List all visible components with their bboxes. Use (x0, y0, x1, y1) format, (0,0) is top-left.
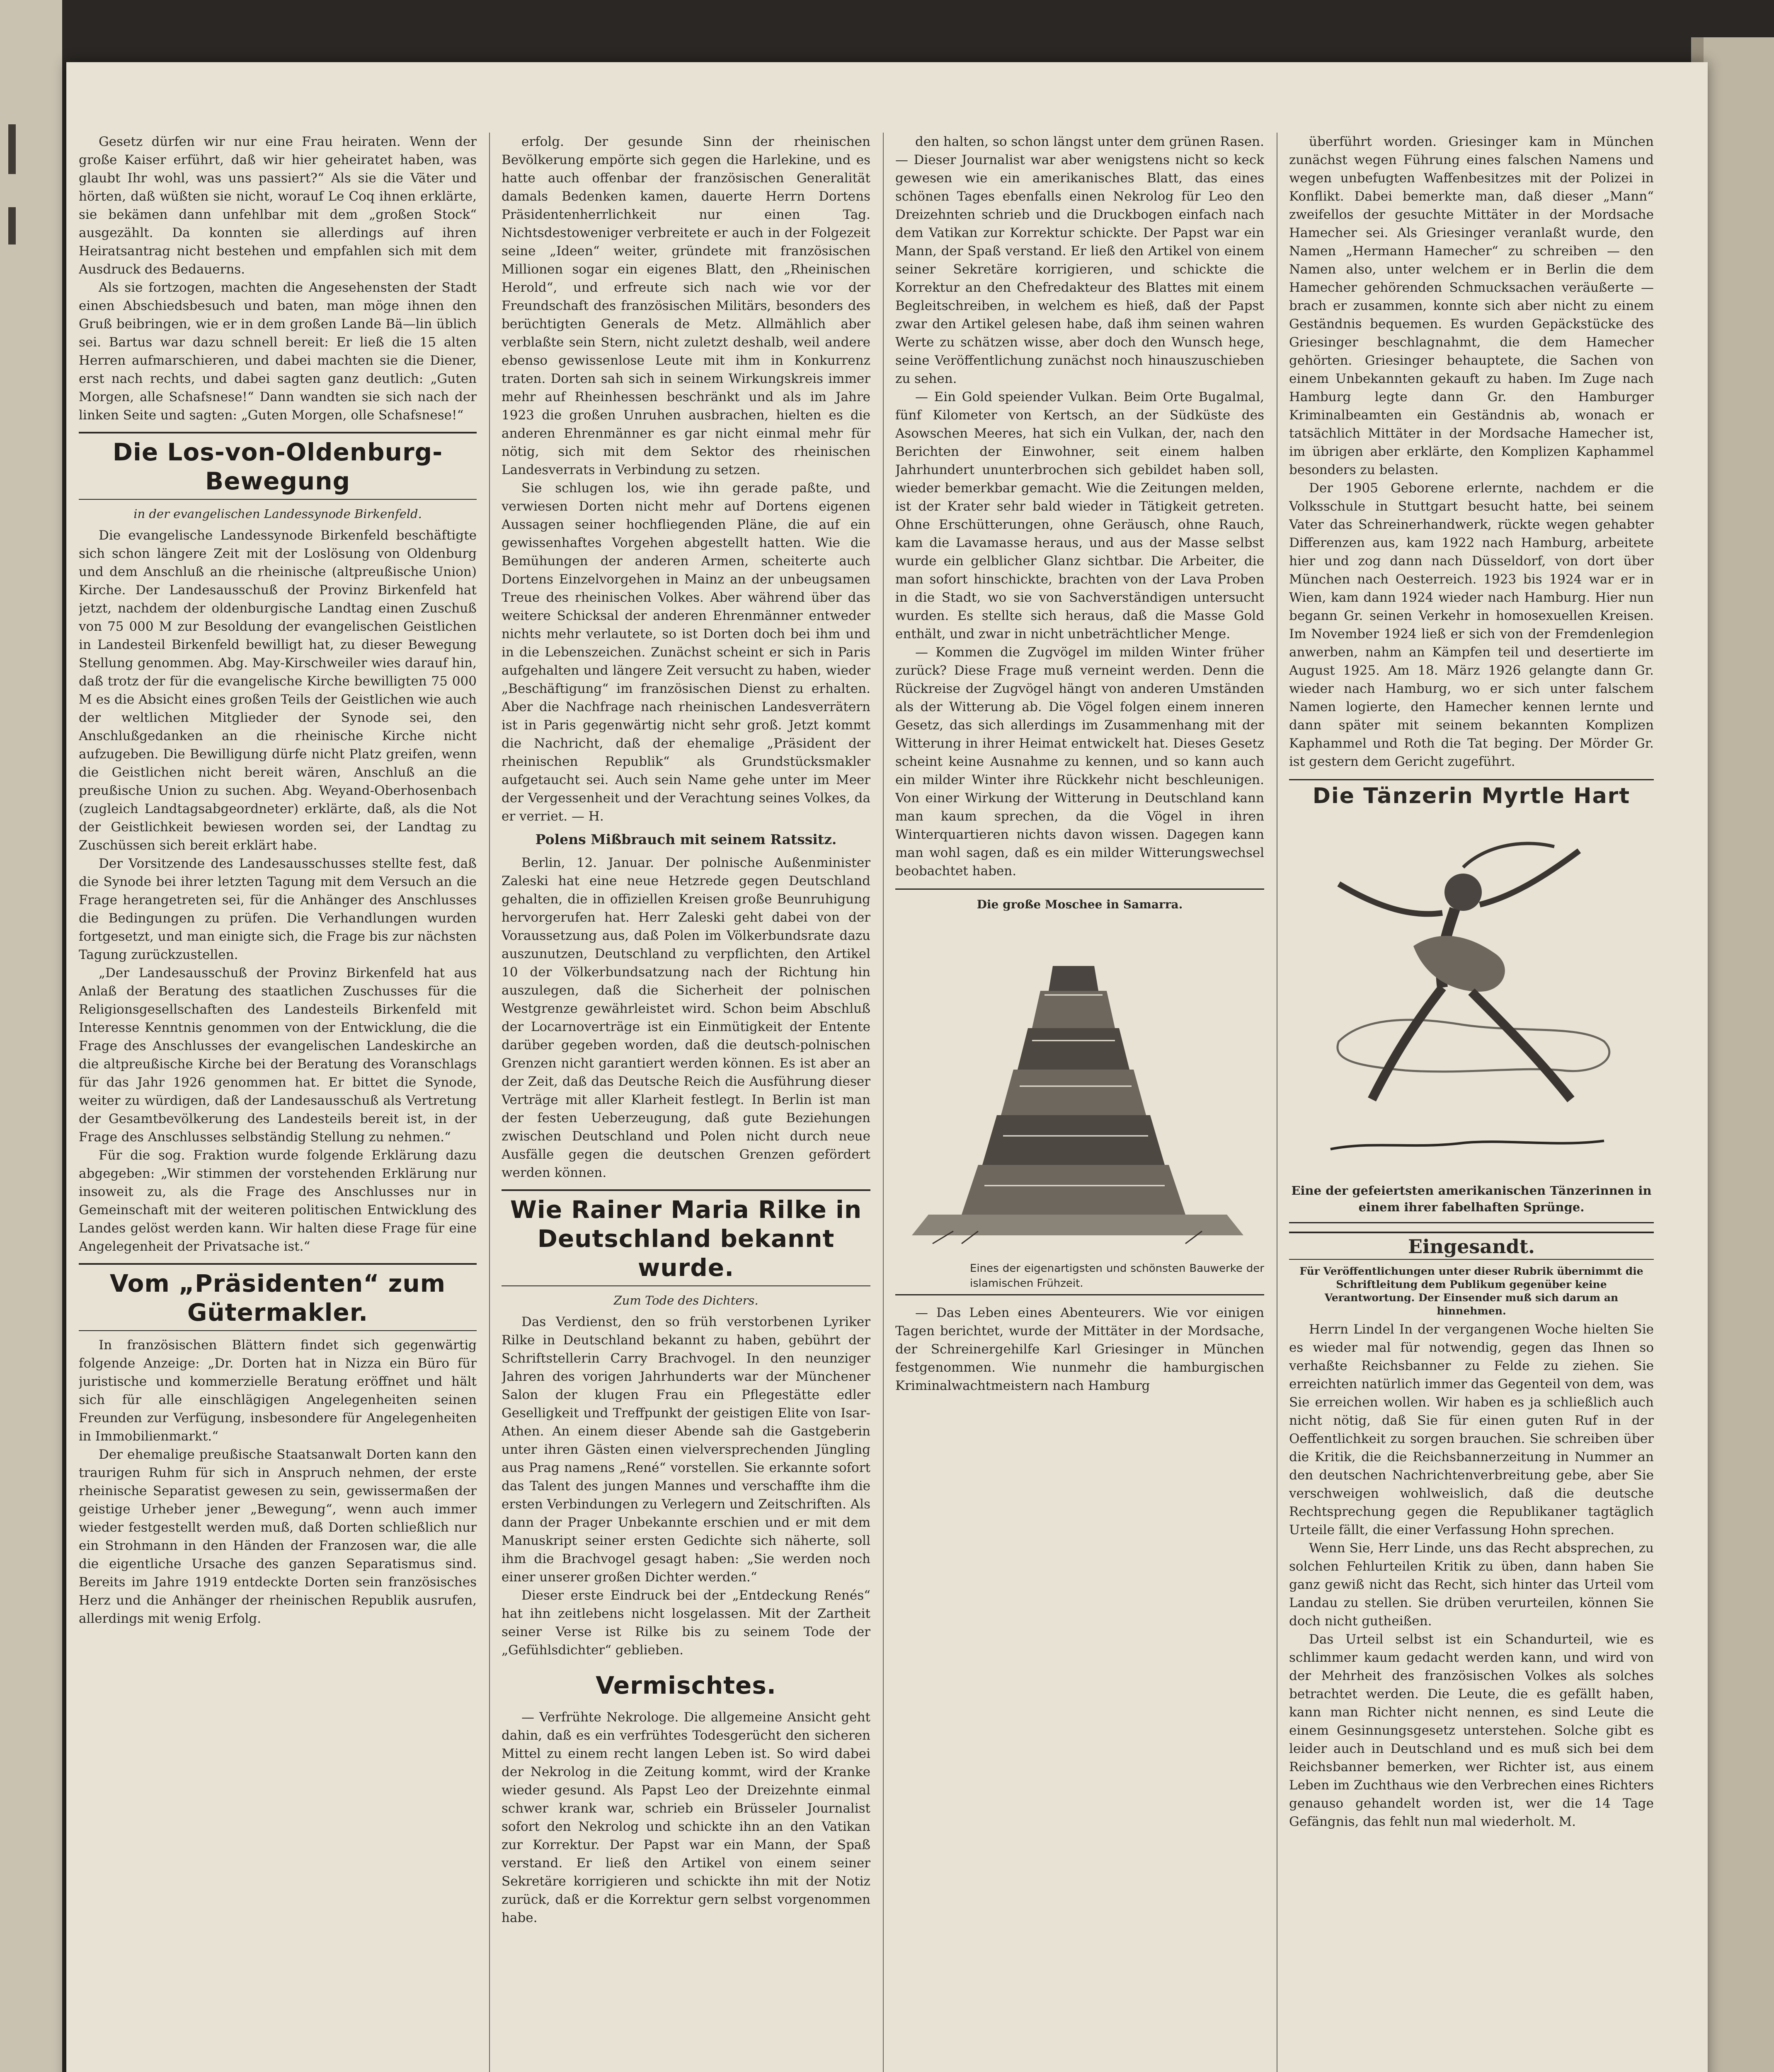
paragraph: Das Verdienst, den so früh verstorbenen Lyriker Rilke in Deutschland bekannt zu haben, gebührt der Schriftstellerin Carry Brachvogel. In den neunziger Jahren des vorigen Jahrhunderts war der Münchener Salon der klugen Frau ein Pflegestätte edler Geselligkeit und Treffpunkt der geistigen Elite von Isar-Athen. An einem dieser Abende sah die Gastgeberin unter ihren Gästen einen vielversprechenden Jüngling aus Prag namens „René“ vorstellen. Sie erkannte sofort das Talent des jungen Mannes und verschaffte ihm die ersten Verbindungen zu Verlegern und Zeitschriften. Als dann der Prager Unbekannte erschien und er mit dem Manuskript seiner ersten Gedichte sich näherte, soll ihm die Brachvogel gesagt haben: „Sie werden noch einer unserer großen Dichter werden.“ (502, 1314, 870, 1585)
dancer-illustration (1289, 809, 1654, 1174)
figure-caption: Eines der eigenartigsten und schönsten Bauwerke der islamischen Frühzeit. (970, 1262, 1264, 1290)
paragraph: — Ein Gold speiender Vulkan. Beim Orte Bugalmal, fünf Kilometer von Kertsch, an der Südküste des Asowschen Meeres, hat sich ein Vulkan, der, nach den Berichten der Einwohner, seit einem halben Jahrhundert ununterbrochen sich gebildet haben soll, wieder bemerkbar gemacht. Wie die Zeitungen melden, ist der Krater sehr bald wieder in Tätigkeit getreten. Ohne Erschütterungen, ohne Geräusch, ohne Rauch, kam die Lavamasse heraus, und aus der Masse selbst wurde ein gelblicher Glanz sichtbar. Die Arbeiter, die man sofort hinschickte, brachten von der Lava Proben in die Stadt, wo sie von Sachverständigen untersucht wurden. Es stellte sich heraus, daß die Masse Gold enthält, und zwar in nicht unbeträchtlicher Menge. (895, 390, 1264, 641)
mosque-illustration (895, 916, 1264, 1256)
headline: Die Los-von-Oldenburg-Bewegung (112, 438, 443, 495)
paragraph: Sie schlugen los, wie ihn gerade paßte, und verwiesen Dorten nicht mehr auf Dortens eigenen Aussagen seiner hochfliegenden Pläne, die auf ein gewissenhaftes Vorgehen abgestellt hatten. Wie die Bemühungen der anderen Armen, scheiterte auch Dortens Einzelvorgehen in Mainz an der unbeugsamen Treue des rheinischen Volkes. Aber während über das weitere Schicksal der anderen Ehrenmänner entweder nichts mehr verlautete, so ist Dorten doch bei ihm und in die Lebenszeichen. Zunächst scheint er sich in Paris aufgehalten und längere Zeit versucht zu haben, wieder „Beschäftigung“ im französischen Dienst zu erhalten. Aber die Nachfrage nach rheinischen Landesverrätern ist in Paris gegenwärtig nicht sehr groß. Jetzt kommt die Nachricht, daß der ehemalige „Präsident der rheinischen Republik“ als Grundstücksmakler aufgetaucht sei. Auch sein Name gehe unter im Meer der Vergessenheit und der Verachtung seines Volkes, da er verriet. — H. (502, 481, 870, 824)
paragraph: „Der Landesausschuß der Provinz Birkenfeld hat aus Anlaß der Beratung des staatlichen Zuschusses für die Religionsgesellschaften des Landesteils Birkenfeld mit Interesse Kenntnis genommen von der Entwicklung, die die Frage des Anschlusses der evangelischen Landeskirche an die altpreußische Kirche bei der Beratung des Voranschlags für das Jahr 1926 genommen hat. Er bittet die Synode, weiter zu würdigen, daß der Landesausschuß als Vertretung der Gesamtbevölkerung des Landesteils bereit ist, in der Frage des Anschlusses selbständig Stellung zu nehmen.“ (79, 966, 477, 1145)
paragraph: Herrn Lindel In der vergangenen Woche hielten Sie es wieder mal für notwendig, gegen das Ihnen so verhaßte Reichsbanner zu Felde zu ziehen. Sie erreichten natürlich immer das Gegenteil von dem, was Sie erreichen wollen. Wir haben es ja schließlich auch nicht nötig, daß Sie für einen guten Ruf in der Oeffentlichkeit zu sorgen brauchen. Sie schreiben über die Kritik, die die Reichsbannerzeitung in Nummer an den deutschen Nachrichtenverbreitung gebe, aber Sie verschweigen wohlweislich, daß die deutsche Rechtsprechung gegen die Republikaner tagtäglich Urteile fällt, die einer Verfassung Hohn sprechen. (1289, 1322, 1654, 1537)
subheadline: Zum Tode des Dichters. (613, 1293, 759, 1307)
column-4 (1289, 133, 1654, 2072)
figure-caption: Eine der gefeiertsten amerikanischen Tänzerinnen in einem ihrer fabelhaften Sprünge. (1291, 1184, 1652, 1214)
column-1 (79, 133, 477, 2072)
paragraph: Der 1905 Geborene erlernte, nachdem er die Volksschule in Stuttgart besucht hatte, bei seinem Vater das Schreinerhandwerk, rückte wegen gehabter Differenzen aus, kam 1922 nach Hamburg, arbeitete hier und zog dann nach Düsseldorf, von dort über München nach Oesterreich. 1923 bis 1924 war er in Wien, kam dann 1924 wieder nach Hamburg. Hier nun begann Gr. seinen Verkehr in homosexuellen Kreisen. Im November 1924 ließ er sich von der Fremdenlegion anwerben, nahm an Kämpfen teil und desertierte im August 1925. Am 18. März 1926 gelangte dann Gr. wieder nach Hamburg, wo er sich unter falschem Namen logierte, den Hamecher kennen lernte und dann später mit seinem bekannten Komplizen Kaphammel und Roth die Tat beging. Der Mörder Gr. ist gestern dem Gericht zugeführt. (1289, 481, 1654, 769)
column-2 (502, 133, 870, 2072)
paragraph: Berlin, 12. Januar. Der polnische Außenminister Zaleski hat eine neue Hetzrede gegen Deutschland gehalten, die in offiziellen Kreisen große Beunruhigung hervorgerufen hat. Herr Zaleski geht dabei von der Voraussetzung aus, daß Polen im Völkerbundsrate dazu auszunutzen, Deutschland zu verpflichten, den Artikel 10 der Völkerbundsatzung nach der Richtung hin auszulegen, daß die Sicherheit der polnischen Westgrenze gewährleistet wird. Schon beim Abschluß der Locarnoverträge ist ein Einmütigkeit der Entente darüber gegeben worden, daß die deutsch-polnischen Grenzen nicht garantiert werden können. Es ist aber an der Zeit, daß das Deutsche Reich die Ausführung dieser Verträge mit aller Klarheit festlegt. In Berlin ist man der festen Ueberzeugung, daß gute Beziehungen zwischen Deutschland und Polen nicht durch neue Ausfälle gegen die deutschen Grenzen gefördert werden können. (502, 855, 870, 1180)
figure-title: Die große Moschee in Samarra. (977, 898, 1183, 911)
column-rule (489, 133, 490, 2072)
headline: Polens Mißbrauch mit seinem Ratssitz. (535, 831, 837, 847)
paragraph: Als sie fortzogen, machten die Angesehensten der Stadt einen Abschiedsbesuch und baten, man möge ihnen den Gruß beibringen, wie er in dem großen Lande Bä—lin üblich sei. Bartus war dazu schnell bereit: Er ließ die 15 alten Herren aufmarschieren, und dabei machten sie die Diener, erst nach rechts, und dabei sagten ganz deutlich: „Guten Morgen, alle Schafsnese!“ Dann wandten sie sich nach der linken Seite und sagten: „Guten Morgen, olle Schafsnese!“ (79, 280, 477, 423)
headline: Wie Rainer Maria Rilke in Deutschland bekannt wurde. (510, 1196, 862, 1282)
headline: Vermischtes. (596, 1671, 776, 1699)
paragraph: Für die sog. Fraktion wurde folgende Erklärung dazu abgegeben: „Wir stimmen der vorstehenden Erklärung nur insoweit zu, als die Frage des Anschlusses nur in Gemeinschaft mit der weiteren politischen Entwicklung des Landes gelöst werden kann. Wir halten diese Frage für eine Angelegenheit der Privatsache ist.“ (79, 1148, 477, 1254)
disclaimer-note: Für Veröffentlichungen unter dieser Rubrik übernimmt die Schriftleitung dem Publikum gegenüber keine Verantwortung. Der Einsender muß sich darum an hinnehmen. (1299, 1265, 1643, 1317)
figure-title: Die Tänzerin Myrtle Hart (1312, 784, 1631, 808)
newspaper-page (66, 62, 1708, 2072)
column-rule (883, 133, 884, 2072)
paragraph: In französischen Blättern findet sich gegenwärtig folgende Anzeige: „Dr. Dorten hat in Nizza ein Büro für juristische und kommerzielle Beratung eröffnet und hält sich für alle einschlägigen Angelegenheiten seinen Freunden zur Verfügung, insbesondere für Angelegenheiten in Immobilienmarkt.“ (79, 1338, 477, 1444)
paragraph: Die evangelische Landessynode Birkenfeld beschäftigte sich schon längere Zeit mit der Loslösung von Oldenburg und dem Anschluß an die rheinische (altpreußische Union) Kirche. Der Landesausschuß der Provinz Birkenfeld hat jetzt, nachdem der oldenburgische Landtag einen Zuschuß von 75 000 M zur Besoldung der evangelischen Geistlichen in Landesteil Birkenfeld bewilligt hat, zu dieser Bewegung Stellung genommen. Abg. May-Kirschweiler wies darauf hin, daß trotz der für die evangelische Kirche bewilligten 75 000 M es die Absicht eines großen Teils der Geistlichen wie auch der weltlichen Mitglieder der Synode sei, den Anschlußgedanken an die rheinische Kirche nicht aufzugeben. Die Bewilligung dürfe nicht Platz greifen, wenn die Geistlichen nicht bereit wären, Anschluß an die preußische Union zu suchen. Abg. Weyand-Oberhosenbach (zugleich Landtagsabgeordneter) erklärte, daß, als die Not der Geistlichkeit bewiesen worden sei, der Landtag zu Zuschüssen sich bereit erklärt habe. (79, 528, 477, 853)
headline-box (79, 432, 477, 500)
headline: Vom „Präsidenten“ zum Gütermakler. (109, 1269, 446, 1326)
paragraph: Dieser erste Eindruck bei der „Entdeckung Renés“ hat ihn zeitlebens nicht losgelassen. Mit der Zartheit seiner Verse ist Rilke bis zu seinem Tode der „Gefühlsdichter“ geblieben. (502, 1588, 870, 1658)
paragraph: Der ehemalige preußische Staatsanwalt Dorten kann den traurigen Ruhm für sich in Anspruch nehmen, der erste rheinische Separatist gewesen zu sein, gewissermaßen der geistige Urheber jener „Bewegung“, wenn auch immer wieder festgestellt werden muß, daß Dorten schließlich nur ein Strohmann in den Händen der Franzosen war, die alle die eigentliche Ursache des ganzen Separatismus sind. Bereits im Jahre 1919 entdeckte Dorten sein französisches Herz und die Anhänger der rheinischen Republik ausrufen, allerdings mit wenig Erfolg. (79, 1447, 477, 1626)
column-3 (895, 133, 1264, 2072)
paragraph: Das Urteil selbst ist ein Schandurteil, wie es schlimmer kaum gedacht werden kann, und wird von der Mehrheit des französischen Volkes als solches betrachtet werden. Die Leute, die es gefällt haben, kann man Richter nicht nennen, es sind Leute die einem Gesinnungsgesetz unterstehen. Solche gibt es leider auch in Deutschland und es muß sich bei dem Reichsbanner bemerken, wer Richter ist, aus einem Leben im Zuchthaus wie den Verbrechen eines Richters genauso gehandelt worden ist, wer die 14 Tage Gefängnis, das fehlt nun mal wiederholt. M. (1289, 1632, 1654, 1829)
headline: Eingesandt. (1408, 1235, 1535, 1258)
figure-myrtle (1289, 779, 1654, 1223)
paragraph: Der Vorsitzende des Landesausschusses stellte fest, daß die Synode bei ihrer letzten Tagung mit dem Versuch an die Frage herangetreten sei, für die Anhänger des Anschlusses die Bedingungen zu prüfen. Die Verhandlungen wurden fortgesetzt, und man einigte sich, die Frage bis zur nächsten Tagung zurückzustellen. (79, 856, 477, 962)
paragraph: — Verfrühte Nekrologe. Die allgemeine Ansicht geht dahin, daß es ein verfrühtes Todesgerücht den sicheren Mittel zu einem recht langen Leben ist. So wird dabei der Nekrolog in die Zeitung kommt, wird der Kranke wieder gesund. Als Papst Leo der Dreizehnte einmal schwer krank war, schrieb ein Brüsseler Journalist sofort den Nekrolog und schickte ihn an den Vatikan zur Korrektur. Der Papst war ein Mann, der Spaß verstand. Er ließ den Artikel von einem seiner Sekretäre korrigieren und schickte ihn mit der Notiz zurück, daß er die Korrektur gern selbst vorgenommen habe. (502, 1710, 870, 1925)
figure-moschee (895, 888, 1264, 1295)
paragraph: — Kommen die Zugvögel im milden Winter früher zurück? Diese Frage muß verneint werden. Denn die Rückreise der Zugvögel hängt von anderen Umständen als der Witterung ab. Die Vögel folgen einem inneren Gesetz, das sich allerdings im Zusammenhang mit der Witterung in ihrer Heimat entwickelt hat. Dieses Gesetz scheint keine Ausnahme zu kennen, und so kann auch ein milder Winter ihre Rückkehr nicht beschleunigen. Von einer Wirkung der Witterung in Deutschland kann man kaum sprechen, da die Vögel in ihren Winterquartieren nichts davon wissen. Dagegen kann man wohl sagen, daß es ein milder Witterungswechsel beobachtet haben. (895, 645, 1264, 879)
paragraph: Gesetz dürfen wir nur eine Frau heiraten. Wenn der große Kaiser erführt, daß wir hier geheiratet haben, was glaubt Ihr wohl, was uns passiert?“ Als sie die Väter und hörten, daß wüßten sie nicht, worauf Le Coq ihnen erklärte, sie bekämen dann unfehlbar mit dem „großen Stock“ ausgezählt. Da konnten sie allerdings auf ihren Heiratsantrag nicht bestehen und empfahlen sich mit dem Ausdruck des Bedauerns. (79, 134, 477, 277)
headline-box (502, 1189, 870, 1286)
paragraph: — Das Leben eines Abenteurers. Wie vor einigen Tagen berichtet, wurde der Mittäter in der Mordsache, der Schreinergehilfe Karl Griesinger in München festgenommen. Wie nunmehr die hamburgischen Kriminalwachtmeistern nach Hamburg (895, 1305, 1264, 1393)
paragraph: den halten, so schon längst unter dem grünen Rasen. — Dieser Journalist war aber wenigstens nicht so keck gewesen wie ein amerikanisches Blatt, das eines schönen Tages ebenfalls einen Nekrolog für Leo den Dreizehnten schrieb und die Druckbogen einfach nach dem Vatikan zur Korrektur schickte. Der Papst war ein Mann, der Spaß verstand. Er ließ den Artikel von einem seiner Sekretäre korrigieren, und schickte die Korrektur an den Chefredakteur des Blattes mit einem Begleitschreiben, in welchem es hieß, daß der Papst zwar den Artikel gelesen habe, daß ihm seinen wahren Werte zu schätzen wisse, aber doch den Wunsch hege, seine Veröffentlichung zunächst noch hinauszuschieben zu sehen. (895, 134, 1264, 386)
headline-box (502, 1667, 870, 1703)
headline-box (1289, 1232, 1654, 1260)
paragraph: überführt worden. Griesinger kam in München zunächst wegen Führung eines falschen Namens und wegen unbefugten Waffenbesitzes mit der Polizei in Konflikt. Dabei bemerkte man, daß dieser „Mann“ zweifellos der gesuchte Mittäter in der Mordsache Hamecher sei. Als Griesinger veranlaßt wurde, den Namen „Hermann Hamecher“ zu schreiben — den Namen also, unter welchem er in Berlin die dem Hamecher gehörenden Schmucksachen veräußerte — brach er zusammen, konnte sich aber nicht zu einem Geständnis bequemen. Es wurden Gepäckstücke des Griesinger beschlagnahmt, die dem Hamecher gehörten. Griesinger behauptete, die Sachen von einem Unbekannten gekauft zu haben. Im Zuge nach Hamburg legte dann Gr. den Hamburger Kriminalbeamten ein Geständnis ab, wonach er tatsächlich Mittäter in der Mordsache Hamecher ist, im übrigen aber erklärte, den Komplizen Kaphammel besonders zu belasten. (1289, 134, 1654, 477)
paragraph: erfolg. Der gesunde Sinn der rheinischen Bevölkerung empörte sich gegen die Harlekine, und es hatte auch offenbar der französischen Generalität damals Bedenken kamen, dauerte Herrn Dortens Präsidentenherrlichkeit nur einen Tag. Nichtsdestoweniger verbreitete er auch in der Folgezeit seine „Ideen“ weiter, gründete mit französischen Millionen sogar ein eigenes Blatt, den „Rheinischen Herold“, und erfreute sich nach wie vor der Freundschaft des französischen Militärs, besonders des berüchtigten Generals de Metz. Allmählich aber verblaßte sein Stern, nicht zuletzt deshalb, weil andere ebenso gewissenlose Leute mit ihm in Konkurrenz traten. Dorten sah sich in seinem Wirkungskreis immer mehr auf Rheinhessen beschränkt und als im Jahre 1923 die großen Unruhen ausbrachen, hielten es die anderen Ehrenmänner es gar nicht einmal mehr für nötig, sich mit dem Sektor des rheinischen Landesverrats in Verbindung zu setzen. (502, 134, 870, 477)
paragraph: Wenn Sie, Herr Linde, uns das Recht absprechen, zu solchen Fehlurteilen Kritik zu üben, dann haben Sie ganz gewiß nicht das Recht, sich hinter das Urteil vom Landau zu stellen. Sie drüben verurteilen, können Sie doch nicht gutheißen. (1289, 1541, 1654, 1629)
headline-box (79, 1263, 477, 1331)
subheadline: in der evangelischen Landessynode Birkenfeld. (133, 507, 422, 521)
